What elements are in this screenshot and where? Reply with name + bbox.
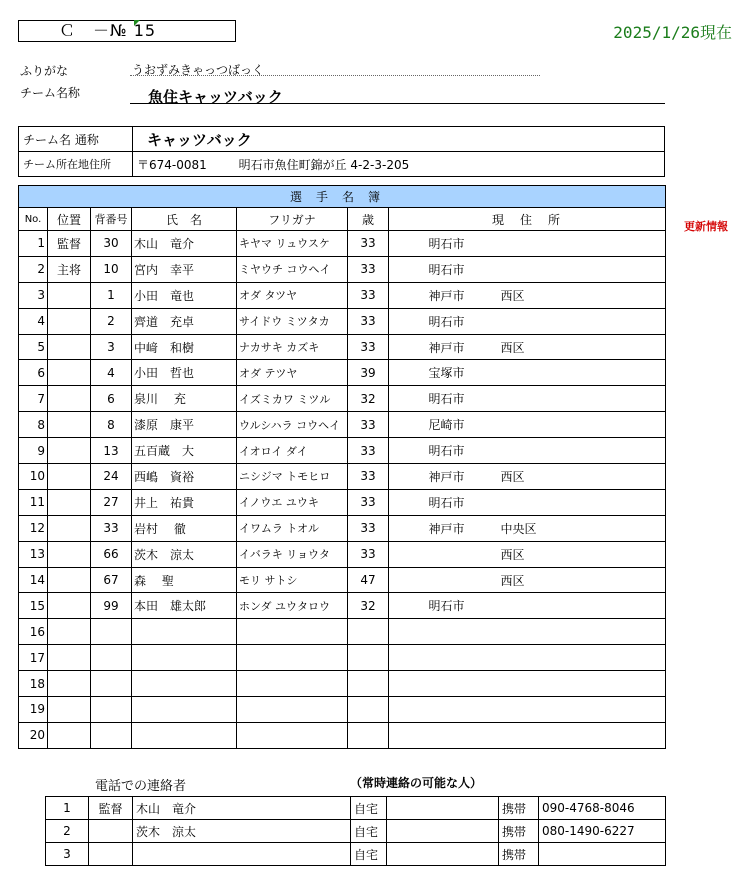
row-city[interactable]: 明石市 (427, 256, 499, 282)
contact-role[interactable] (89, 843, 133, 866)
contact-no: 1 (46, 797, 89, 820)
row-ward[interactable]: 西区 (499, 567, 666, 593)
row-name[interactable]: 森 聖 (132, 567, 237, 593)
row-position[interactable] (48, 360, 91, 386)
row-position[interactable] (48, 671, 91, 697)
row-address-pad (389, 282, 427, 308)
row-position[interactable] (48, 489, 91, 515)
roster-row (19, 412, 666, 438)
document-number (18, 20, 236, 42)
row-name[interactable]: 木山 竜介 (132, 231, 237, 257)
row-ward[interactable] (499, 489, 666, 515)
row-name[interactable]: 五百蔵 大 (132, 438, 237, 464)
row-name[interactable]: 小田 哲也 (132, 360, 237, 386)
row-city[interactable] (427, 619, 499, 645)
row-number[interactable]: 2 (91, 308, 132, 334)
row-number[interactable] (91, 671, 132, 697)
row-no[interactable]: 18 (19, 671, 48, 697)
roster-title-row (19, 186, 666, 208)
row-name[interactable]: 茨木 涼太 (132, 541, 237, 567)
row-kana[interactable]: イノウエ ユウキ (237, 489, 348, 515)
roster-header-row (19, 208, 666, 231)
roster-row (19, 308, 666, 334)
row-city[interactable] (427, 567, 499, 593)
row-city[interactable]: 明石市 (427, 489, 499, 515)
row-kana[interactable]: ミヤウチ コウヘイ (237, 256, 348, 282)
row-number[interactable] (91, 697, 132, 723)
roster-row (19, 256, 666, 282)
row-name[interactable] (132, 619, 237, 645)
row-city[interactable]: 明石市 (427, 308, 499, 334)
row-address-pad (389, 256, 427, 282)
row-number[interactable]: 67 (91, 567, 132, 593)
row-no[interactable]: 5 (19, 334, 48, 360)
row-kana[interactable]: イオロイ ダイ (237, 438, 348, 464)
row-city[interactable]: 神戸市 (427, 515, 499, 541)
row-position[interactable]: 監督 (48, 231, 91, 257)
row-age[interactable]: 32 (348, 386, 389, 412)
row-address-pad (389, 464, 427, 490)
roster-row (19, 541, 666, 567)
row-position[interactable] (48, 412, 91, 438)
row-age[interactable]: 32 (348, 593, 389, 619)
row-number[interactable]: 24 (91, 464, 132, 490)
row-kana[interactable] (237, 645, 348, 671)
row-no[interactable]: 20 (19, 722, 48, 748)
as-of-date: 2025/1/26現在 (613, 23, 732, 42)
header-position: 位置 (48, 208, 91, 231)
row-city[interactable]: 尼崎市 (427, 412, 499, 438)
row-age[interactable] (348, 671, 389, 697)
contact-mobile-label: 携帯 (499, 820, 539, 843)
row-name[interactable] (132, 671, 237, 697)
short-name-row (19, 127, 665, 152)
row-position[interactable]: 主将 (48, 256, 91, 282)
row-address-pad (389, 360, 427, 386)
row-no[interactable]: 6 (19, 360, 48, 386)
row-number[interactable]: 13 (91, 438, 132, 464)
row-address-pad (389, 334, 427, 360)
roster-row (19, 697, 666, 723)
row-kana[interactable]: ウルシハラ コウヘイ (237, 412, 348, 438)
row-city[interactable]: 神戸市 (427, 282, 499, 308)
header-number: 背番号 (91, 208, 132, 231)
row-name[interactable] (132, 697, 237, 723)
row-no[interactable]: 3 (19, 282, 48, 308)
roster-row (19, 231, 666, 257)
contact-mobile-label: 携帯 (499, 797, 539, 820)
row-age[interactable]: 33 (348, 308, 389, 334)
roster-row (19, 334, 666, 360)
row-address-pad (389, 593, 427, 619)
roster-row (19, 567, 666, 593)
row-name[interactable]: 齊道 充卓 (132, 308, 237, 334)
row-position[interactable] (48, 541, 91, 567)
row-address-pad (389, 489, 427, 515)
row-no[interactable]: 14 (19, 567, 48, 593)
row-name[interactable]: 中﨑 和樹 (132, 334, 237, 360)
row-kana[interactable]: オダ タツヤ (237, 282, 348, 308)
row-number[interactable]: 10 (91, 256, 132, 282)
row-city[interactable]: 明石市 (427, 386, 499, 412)
row-position[interactable] (48, 697, 91, 723)
row-no[interactable]: 9 (19, 438, 48, 464)
row-number[interactable]: 66 (91, 541, 132, 567)
row-no[interactable]: 1 (19, 231, 48, 257)
row-ward[interactable] (499, 438, 666, 464)
header-address: 現 住 所 (389, 208, 666, 231)
update-info-link[interactable]: 更新情報 (684, 220, 728, 233)
row-ward[interactable] (499, 697, 666, 723)
contacts-note: （常時連絡の可能な人） (350, 776, 483, 790)
row-ward[interactable] (499, 593, 666, 619)
team-name-value[interactable]: 魚住キャッツバック (148, 88, 283, 106)
contact-row (46, 820, 666, 843)
row-city[interactable]: 宝塚市 (427, 360, 499, 386)
row-no[interactable]: 4 (19, 308, 48, 334)
row-city[interactable]: 神戸市 (427, 334, 499, 360)
document-number-text: Ｃ －№ 15 (59, 21, 157, 40)
row-age[interactable] (348, 697, 389, 723)
row-age[interactable]: 39 (348, 360, 389, 386)
row-age[interactable]: 33 (348, 464, 389, 490)
address-value[interactable] (133, 152, 665, 177)
row-kana[interactable] (237, 722, 348, 748)
row-name[interactable]: 岩村 徹 (132, 515, 237, 541)
contact-name[interactable] (133, 843, 351, 866)
row-ward[interactable] (499, 256, 666, 282)
short-name-value[interactable]: キャッツバック (133, 127, 665, 152)
row-number[interactable]: 1 (91, 282, 132, 308)
contact-mobile-label: 携帯 (499, 843, 539, 866)
row-name[interactable]: 漆原 康平 (132, 412, 237, 438)
row-ward[interactable] (499, 671, 666, 697)
roster-row (19, 515, 666, 541)
row-position[interactable] (48, 619, 91, 645)
row-age[interactable] (348, 722, 389, 748)
row-no[interactable]: 17 (19, 645, 48, 671)
row-position[interactable] (48, 515, 91, 541)
row-kana[interactable] (237, 697, 348, 723)
row-ward[interactable] (499, 386, 666, 412)
row-address-pad (389, 722, 427, 748)
row-position[interactable] (48, 438, 91, 464)
team-info-table (18, 126, 665, 177)
row-number[interactable]: 3 (91, 334, 132, 360)
row-kana[interactable] (237, 619, 348, 645)
row-address-pad (389, 412, 427, 438)
row-no[interactable]: 7 (19, 386, 48, 412)
row-position[interactable] (48, 567, 91, 593)
contact-home-label: 自宅 (351, 820, 387, 843)
row-name[interactable]: 小田 竜也 (132, 282, 237, 308)
row-no[interactable]: 15 (19, 593, 48, 619)
cell-comment-marker (134, 20, 140, 26)
row-no[interactable]: 16 (19, 619, 48, 645)
row-position[interactable] (48, 722, 91, 748)
row-city[interactable]: 明石市 (427, 593, 499, 619)
contact-name[interactable]: 茨木 涼太 (133, 820, 351, 843)
row-kana[interactable]: オダ テツヤ (237, 360, 348, 386)
contact-home-label: 自宅 (351, 797, 387, 820)
row-age[interactable]: 33 (348, 231, 389, 257)
row-ward[interactable]: 西区 (499, 541, 666, 567)
row-ward[interactable]: 西区 (499, 334, 666, 360)
row-position[interactable] (48, 334, 91, 360)
row-city[interactable]: 神戸市 (427, 464, 499, 490)
row-number[interactable]: 6 (91, 386, 132, 412)
roster-row (19, 489, 666, 515)
roster-row (19, 386, 666, 412)
contact-row (46, 797, 666, 820)
row-name[interactable]: 井上 祐貴 (132, 489, 237, 515)
contact-no: 3 (46, 843, 89, 866)
address-text: 明石市魚住町錦が丘 4-2-3-205 (238, 157, 410, 172)
furigana-underline (130, 75, 540, 76)
row-address-pad (389, 308, 427, 334)
contact-mobile-phone[interactable]: 080-1490-6227 (539, 820, 666, 843)
header-kana: フリガナ (237, 208, 348, 231)
short-name-label: チーム名 通称 (19, 127, 133, 152)
row-position[interactable] (48, 464, 91, 490)
postal-code: 〒674-0081 (137, 157, 207, 172)
row-city[interactable] (427, 645, 499, 671)
row-ward[interactable]: 西区 (499, 464, 666, 490)
row-age[interactable]: 47 (348, 567, 389, 593)
row-city[interactable]: 明石市 (427, 438, 499, 464)
row-number[interactable] (91, 619, 132, 645)
row-city[interactable] (427, 697, 499, 723)
row-no[interactable]: 8 (19, 412, 48, 438)
row-no[interactable]: 11 (19, 489, 48, 515)
row-name[interactable]: 宮内 幸平 (132, 256, 237, 282)
row-ward[interactable]: 西区 (499, 282, 666, 308)
row-position[interactable] (48, 645, 91, 671)
row-no[interactable]: 10 (19, 464, 48, 490)
row-position[interactable] (48, 386, 91, 412)
row-ward[interactable] (499, 722, 666, 748)
address-label: チーム所在地住所 (19, 152, 133, 177)
row-number[interactable]: 99 (91, 593, 132, 619)
row-position[interactable] (48, 593, 91, 619)
row-kana[interactable]: ニシジマ トモヒロ (237, 464, 348, 490)
roster-row (19, 593, 666, 619)
contact-no: 2 (46, 820, 89, 843)
row-ward[interactable] (499, 645, 666, 671)
contact-row (46, 843, 666, 866)
row-address-pad (389, 671, 427, 697)
row-address-pad (389, 438, 427, 464)
row-address-pad (389, 541, 427, 567)
header-name: 氏 名 (132, 208, 237, 231)
contact-home-label: 自宅 (351, 843, 387, 866)
row-age[interactable] (348, 619, 389, 645)
row-no[interactable]: 2 (19, 256, 48, 282)
row-kana[interactable] (237, 671, 348, 697)
row-position[interactable] (48, 308, 91, 334)
row-address-pad (389, 645, 427, 671)
row-name[interactable] (132, 722, 237, 748)
row-number[interactable]: 4 (91, 360, 132, 386)
row-address-pad (389, 231, 427, 257)
row-ward[interactable] (499, 619, 666, 645)
row-kana[interactable]: イズミカワ ミツル (237, 386, 348, 412)
row-city[interactable] (427, 541, 499, 567)
roster-row (19, 619, 666, 645)
row-ward[interactable] (499, 360, 666, 386)
row-kana[interactable]: イワムラ トオル (237, 515, 348, 541)
row-ward[interactable] (499, 412, 666, 438)
row-kana[interactable]: ナカサキ カズキ (237, 334, 348, 360)
roster-row (19, 645, 666, 671)
row-ward[interactable] (499, 308, 666, 334)
contact-home-phone[interactable] (387, 797, 499, 820)
row-no[interactable]: 19 (19, 697, 48, 723)
contact-role[interactable] (89, 820, 133, 843)
row-city[interactable] (427, 722, 499, 748)
row-number[interactable]: 33 (91, 515, 132, 541)
row-address-pad (389, 697, 427, 723)
row-age[interactable]: 33 (348, 489, 389, 515)
roster-row (19, 282, 666, 308)
row-name[interactable]: 西嶋 資裕 (132, 464, 237, 490)
row-age[interactable]: 33 (348, 256, 389, 282)
roster-title: 選手名簿 (19, 186, 666, 208)
team-name-underline (130, 103, 665, 104)
row-number[interactable]: 27 (91, 489, 132, 515)
row-number[interactable]: 30 (91, 231, 132, 257)
row-kana[interactable]: イバラキ リョウタ (237, 541, 348, 567)
row-age[interactable]: 33 (348, 541, 389, 567)
address-row (19, 152, 665, 177)
row-number[interactable] (91, 722, 132, 748)
row-age[interactable]: 33 (348, 515, 389, 541)
row-kana[interactable]: サイドウ ミツタカ (237, 308, 348, 334)
contact-home-phone[interactable] (387, 843, 499, 866)
row-no[interactable]: 12 (19, 515, 48, 541)
row-age[interactable]: 33 (348, 282, 389, 308)
row-number[interactable]: 8 (91, 412, 132, 438)
row-city[interactable]: 明石市 (427, 231, 499, 257)
row-address-pad (389, 567, 427, 593)
row-ward[interactable]: 中央区 (499, 515, 666, 541)
row-position[interactable] (48, 282, 91, 308)
row-name[interactable]: 本田 雄太郎 (132, 593, 237, 619)
row-kana[interactable]: ホンダ ユウタロウ (237, 593, 348, 619)
row-number[interactable] (91, 645, 132, 671)
row-address-pad (389, 515, 427, 541)
contact-name[interactable]: 木山 竜介 (133, 797, 351, 820)
roster-table (18, 185, 666, 749)
roster-row (19, 671, 666, 697)
row-ward[interactable] (499, 231, 666, 257)
row-age[interactable] (348, 645, 389, 671)
roster-row (19, 360, 666, 386)
row-address-pad (389, 619, 427, 645)
roster-row (19, 438, 666, 464)
row-city[interactable] (427, 671, 499, 697)
furigana-label: ふりがな (20, 64, 69, 78)
furigana-value[interactable]: うおずみきゃっつばっく (132, 63, 265, 77)
roster-row (19, 464, 666, 490)
row-name[interactable] (132, 645, 237, 671)
contact-mobile-phone[interactable] (539, 843, 666, 866)
row-age[interactable]: 33 (348, 438, 389, 464)
contact-role[interactable]: 監督 (89, 797, 133, 820)
row-kana[interactable]: キヤマ リュウスケ (237, 231, 348, 257)
contact-mobile-phone[interactable]: 090-4768-8046 (539, 797, 666, 820)
row-age[interactable]: 33 (348, 334, 389, 360)
row-name[interactable]: 泉川 充 (132, 386, 237, 412)
row-kana[interactable]: モリ サトシ (237, 567, 348, 593)
row-address-pad (389, 386, 427, 412)
contact-home-phone[interactable] (387, 820, 499, 843)
row-age[interactable]: 33 (348, 412, 389, 438)
contacts-title: 電話での連絡者 (95, 779, 187, 794)
header-age: 歳 (348, 208, 389, 231)
team-name-label: チーム名称 (20, 86, 81, 100)
roster-row (19, 722, 666, 748)
contacts-table (45, 796, 666, 866)
header-no: No. (19, 208, 48, 231)
row-no[interactable]: 13 (19, 541, 48, 567)
